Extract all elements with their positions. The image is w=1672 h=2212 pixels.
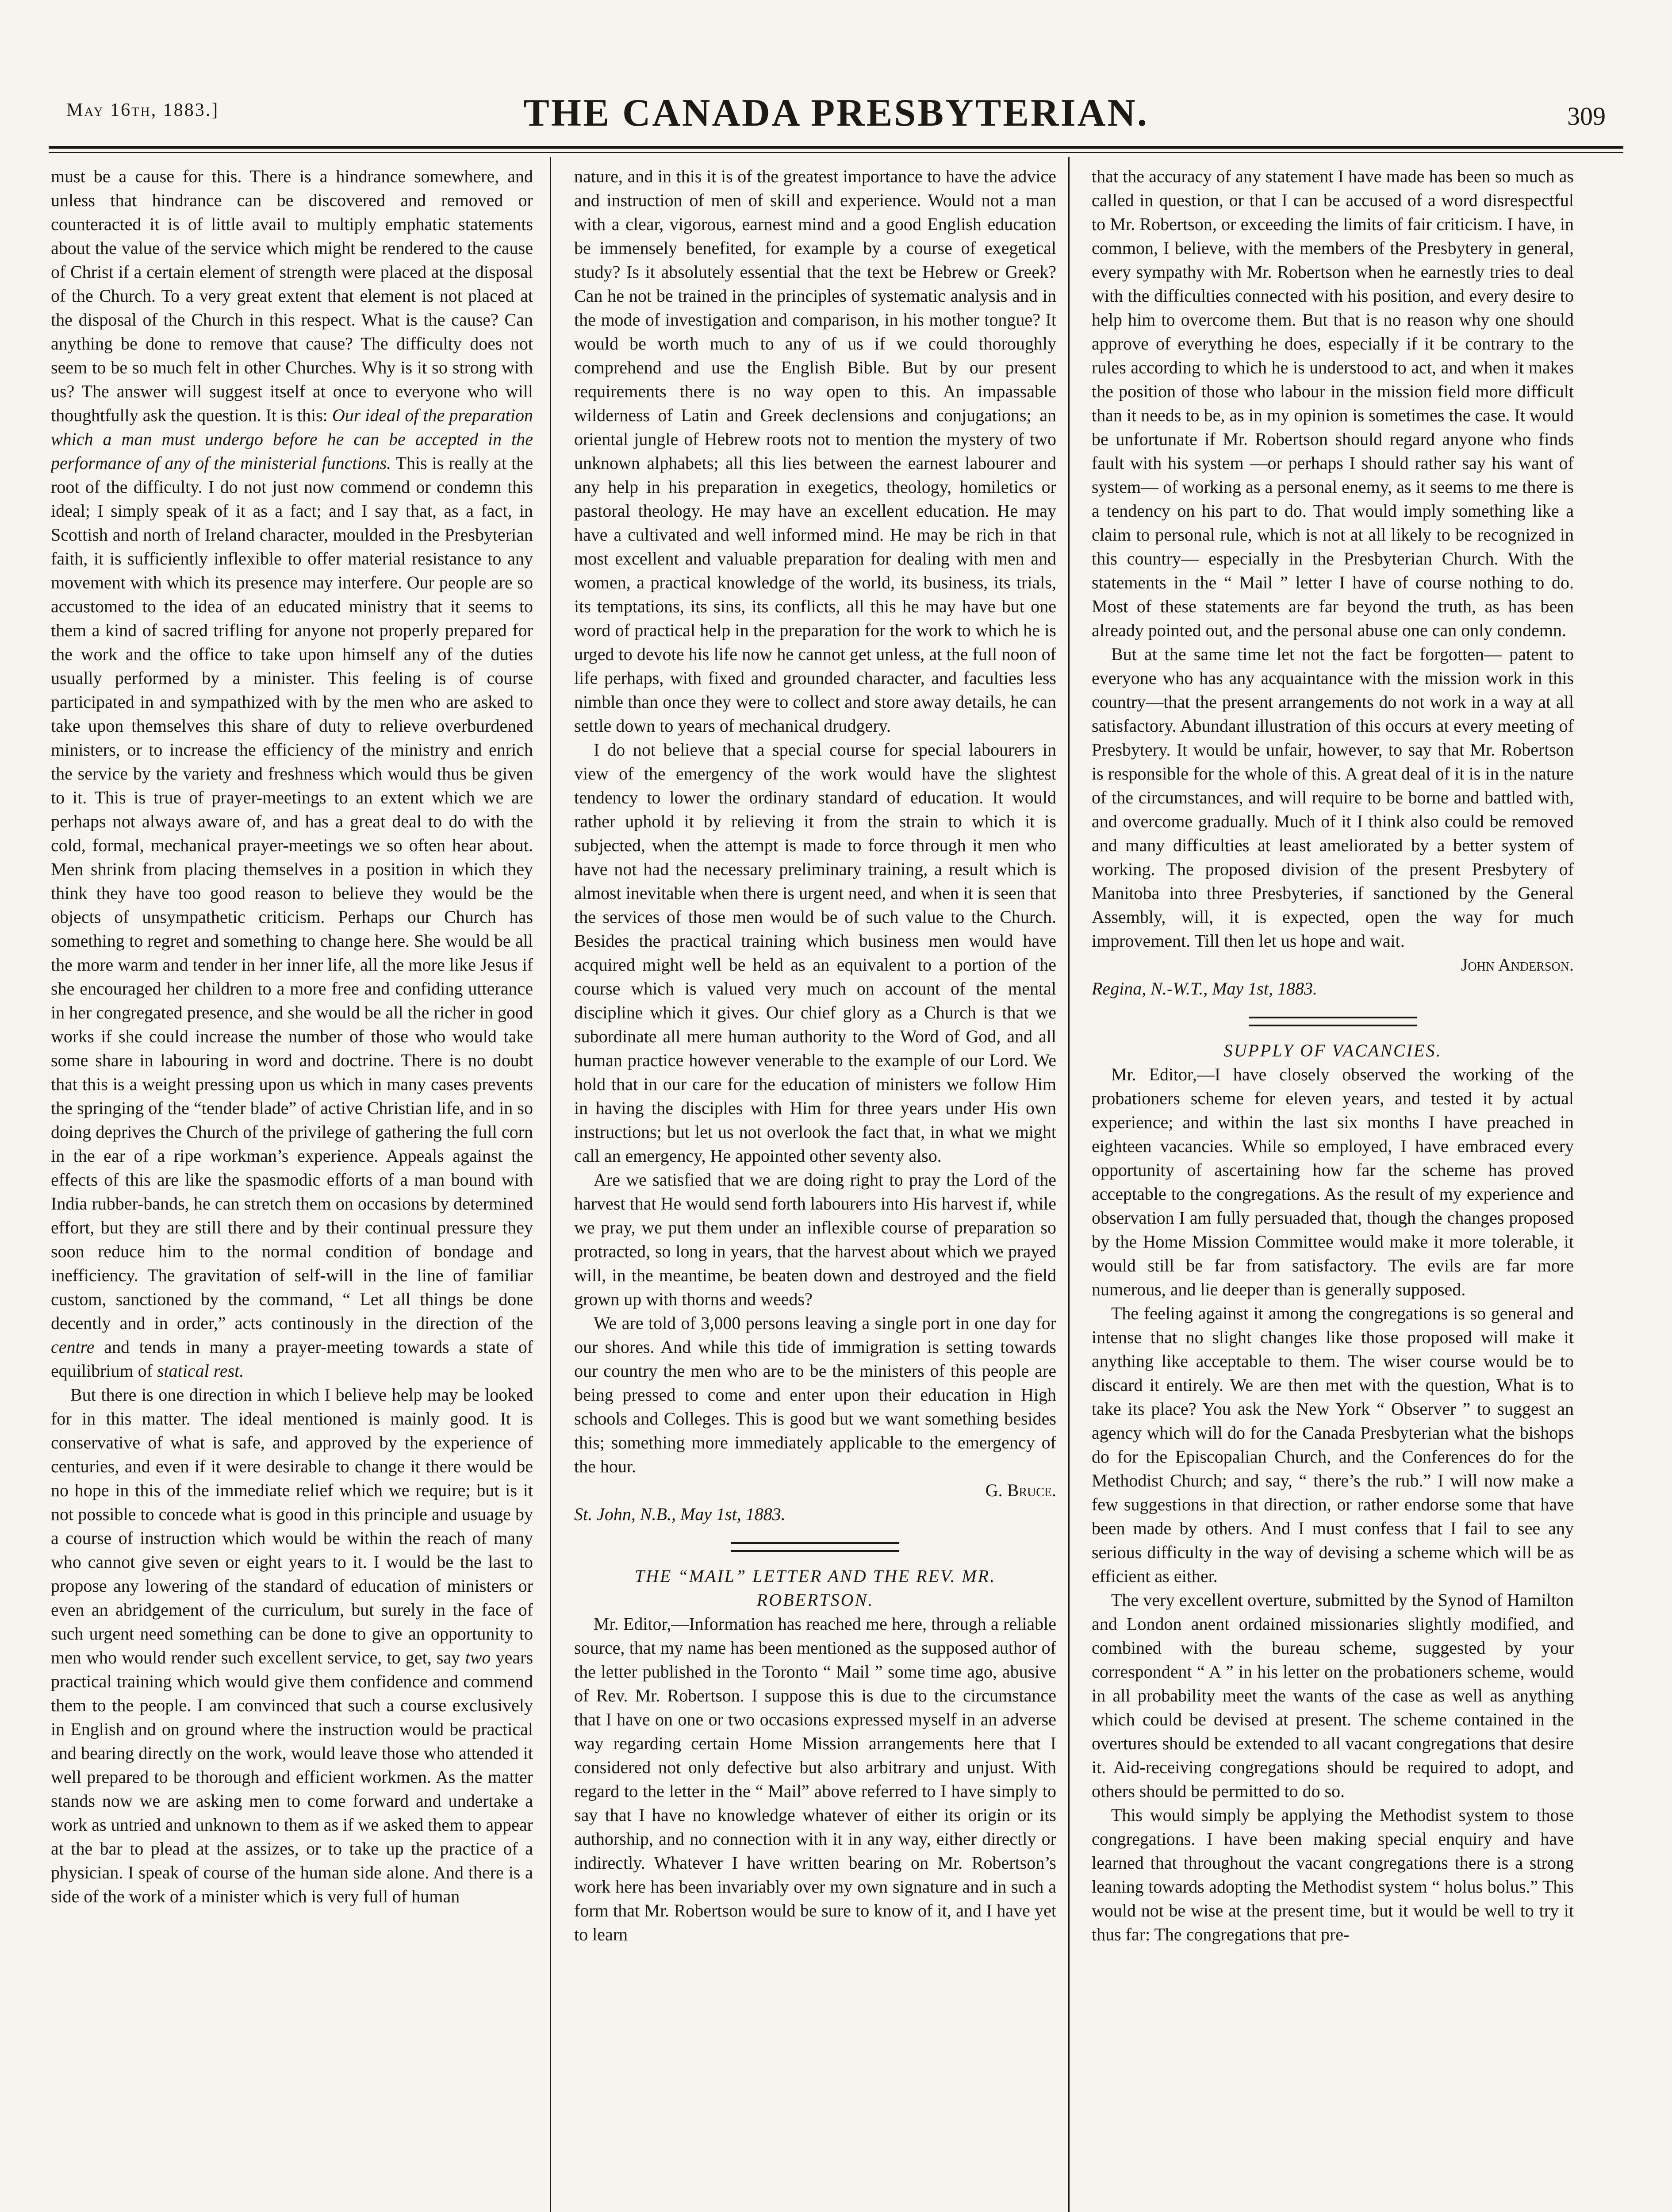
- italic-text: two: [465, 1647, 491, 1667]
- italic-text: Our ideal of the preparation which a man must undergo before he can be accepted in the performance of any of the ministerial functions.: [51, 405, 533, 473]
- paragraph: We are told of 3,000 persons leaving a single port in one day for our shores. And while this tide of immigration is setting towards our country the men who are to be the ministers of this people are being pressed to come and enter upon their education in High schools and Colleges. This is good but we want something besides this; something more immediately applicable to the emergency of the hour.: [574, 1313, 1056, 1476]
- author-signature: G. Bruce.: [985, 1480, 1056, 1500]
- paragraph: nature, and in this it is of the greatest importance to have the advice and instruction of men of skill and experience. Would not a man with a clear, vigorous, earnest mind and a good English education be immensely benefited, for example by a course of exegetical study? Is it absolutely essential that the text be Hebrew or Greek? Can he not be trained in the principles of systematic analysis and in the mode of investigation and comparison, in his mother tongue? It would be worth much to any of us if we could thoroughly comprehend and use the English Bible. But by our present requirements there is no way open to this. An impassable wilderness of Latin and Greek declensions and conjugations; an oriental jungle of Hebrew roots not to mention the mystery of two unknown alphabets; all this lies between the earnest labourer and any help in his preparation in exegetics, theology, homiletics or pastoral theology. He may have an excellent education. He may have a cultivated and well informed mind. He may be rich in that most excellent and valuable preparation for dealing with men and women, a practical knowledge of the world, its business, its trials, its temptations, its sins, its conflicts, all this he may have but one word of practical help in the preparation for the work to which he is urged to devote his life now he cannot get unless, at the full noon of life perhaps, with fixed and grounded character, and faculties less nimble than once they were to collect and store away details, he can settle down to years of mechanical drudgery.: [574, 166, 1056, 736]
- masthead-rule: [49, 146, 1623, 149]
- text-run: and tends in many a prayer-meeting towards a state of equilibrium of: [51, 1337, 533, 1381]
- paragraph: Mr. Editor,—Information has reached me here, through a reliable source, that my name has been mentioned as the supposed author of the letter published in the Toronto “ Mail ” some time ago, abusive of Rev. Mr. Robertson. I suppose this is due to the circumstance that I have on one or two occasions expressed myself in an adverse way regarding certain Home Mission arrangements here that I considered not only defective but also arbitrary and unjust. With regard to the letter in the “ Mail” above referred to I have simply to say that I have no knowledge whatever of either its origin or its authorship, and no connection with it in any way, either directly or indirectly. Whatever I have written bearing on Mr. Robertson’s work here has been invariably over my own signature and in such a form that Mr. Robertson would be sure to know of it, and I have yet to learn: [574, 1614, 1056, 1944]
- text-run: But there is one direction in which I believe help may be looked for in this matter. The ideal mentioned is mainly good. It is conservative of what is safe, and approved by the experience of centuries, and even if it were desirable to change it there would be no hope in this of the immediate relief which we require; but is it not possible to concede what is good in this principle and usuage by a course of instruction which would be within the reach of many who cannot give seven or eight years to it. I would be the last to propose any lowering of the standard of education of ministers or even an abridgement of the curriculum, but surely in the face of such urgent need something can be done to give an opportunity to men who would render such excellent service, to get, say: [51, 1385, 533, 1667]
- italic-text: statical rest.: [157, 1361, 244, 1381]
- text-run: must be a cause for this. There is a hindrance somewhere, and unless that hindrance can be discovered and removed or counteracted it is of little avail to multiply emphatic statements about the value of the service which might be rendered to the cause of Christ if a certain element of strength were placed at the disposal of the Church. To a very great extent that element is not placed at the disposal of the Church in this respect. What is the cause? Can anything be done to remove that cause? The difficulty does not seem to be so much felt in other Churches. Why is it so strong with us? The answer will suggest itself at once to everyone who will thoughtfully ask the question. It is this:: [51, 166, 533, 425]
- paragraph: Are we satisfied that we are doing right to pray the Lord of the harvest that He would send forth labourers into His harvest if, while we pray, we put them under an inflexible course of preparation so protracted, so long in years, that the harvest about which we prayed will, in the meantime, be beaten down and destroyed and the field grown up with thorns and weeds?: [574, 1170, 1056, 1309]
- column-3: [1092, 165, 1574, 2212]
- paragraph: that the accuracy of any statement I have made has been so much as called in question, or that I can be accused of a word disrespectful to Mr. Robertson, or exceeding the limits of fair criticism. I have, in common, I believe, with the members of the Presbytery in general, every sympathy with Mr. Robertson when he earnestly tries to deal with the difficulties connected with his position, and every desire to help him to overcome them. But that is no reason why one should approve of everything he does, especially if it be contrary to the rules according to which he is understood to act, and when it makes the position of those who labour in the mission field more difficult than it needs to be, as in my opinion is sometimes the case. It would be unfortunate if Mr. Robertson should regard anyone who finds fault with his system —or perhaps I should rather say his want of system— of working as a personal enemy, as it seems to me there is a tendency on his part to do. That would imply something like a claim to personal rule, which is not at all likely to be recognized in this country— especially in the Presbyterian Church. With the statements in the “ Mail ” letter I have of course nothing to do. Most of these statements are far beyond the truth, as has been already pointed out, and the personal abuse one can only condemn.: [1092, 166, 1574, 640]
- column-2: [574, 165, 1056, 2212]
- newspaper-title: THE CANADA PRESBYTERIAN.: [523, 92, 1149, 134]
- column-1: [51, 165, 533, 2212]
- masthead: [66, 91, 1606, 139]
- masthead-rule-thin: [49, 152, 1623, 153]
- column-divider: [550, 157, 551, 2212]
- section-rule: [1249, 1017, 1417, 1026]
- paragraph: The very excellent overture, submitted by the Synod of Hamilton and London anent ordained missionaries slightly modified, and combined with the bureau scheme, suggested by your correspondent “ A ” in his letter on the probationers scheme, would in all probability meet the wants of the case as well as anything which could be devised at present. The scheme contained in the overtures should be extended to all vacant congregations that desire it. Aid-receiving congregations should be required to adopt, and others should be permitted to do so.: [1092, 1590, 1574, 1801]
- article-heading: SUPPLY OF VACANCIES.: [1223, 1041, 1442, 1060]
- issue-date: May 16th, 1883.]: [66, 100, 219, 120]
- section-rule: [731, 1542, 899, 1552]
- paragraph: But at the same time let not the fact be forgotten— patent to everyone who has any acquaintance with the mission work in this country—that the present arrangements do not work in a way at all satisfactory. Abundant illustration of this occurs at every meeting of Presbytery. It would be unfair, however, to say that Mr. Robertson is responsible for the whole of this. A great deal of it is in the nature of the circumstances, and will require to be borne and battled with, and overcome gradually. Much of it I think also could be removed and many difficulties at least ameliorated by a better system of working. The proposed division of the present Presbytery of Manitoba into three Presbyteries, if sanctioned by the General Assembly, will, it is expected, open the way for much improvement. Till then let us hope and wait.: [1092, 644, 1574, 951]
- paragraph: I do not believe that a special course for special labourers in view of the emergency of the work would have the slightest tendency to lower the ordinary standard of education. It would rather uphold it by relieving it from the strain to which it is subjected, when the attempt is made to force through it men who have not had the necessary preliminary training, a result which is almost inevitable when there is urgent need, and when it is seen that the services of those men would be of such value to the Church. Besides the practical training which business men would have acquired might well be held as an equivalent to a portion of the course which is valued very much on account of the mental discipline which it gives. Our chief glory as a Church is that we subordinate all mere human authority to the Word of God, and all human practice however venerable to the example of our Lord. We hold that in our care for the education of ministers we follow Him in having the disciples with Him for three years under His own instructions; but let us not overlook the fact that, in what we might call an emergency, He appointed other seventy also.: [574, 740, 1056, 1166]
- text-run: years practical training which would give them confidence and commend them to the people. I am convinced that such a course exclusively in English and on ground where the instruction would be practical and bearing directly on the work, would leave those who attended it well prepared to be thorough and efficient workmen. As the matter stands now we are asking men to come forward and undertake a work as untried and unknown to them as if we asked them to appear at the bar to plead at the assizes, or to take up the practice of a physician. I speak of course of the human side alone. And there is a side of the work of a minister which is very full of human: [51, 1647, 533, 1906]
- article-heading: THE “MAIL” LETTER AND THE REV. MR. ROBERTSON.: [634, 1566, 996, 1610]
- paragraph: [51, 165, 533, 1383]
- author-signature: John Anderson.: [1461, 955, 1574, 975]
- dateline: Regina, N.-W.T., May 1st, 1883.: [1092, 979, 1317, 998]
- text-run: This is really at the root of the difficulty. I do not just now commend or condemn this ideal; I simply speak of it as a fact; and I say that, as a fact, in Scottish and north of Ireland character, moulded in the Presbyterian faith, it is sufficiently inflexible to offer material resistance to any movement with which its presence may interfere. Our people are so accustomed to the idea of an educated ministry that it seems to them a kind of sacred trifling for anyone not properly prepared for the work and the office to take upon himself any of the duties usually performed by a minister. This feeling is of course participated in and sympathized with by the men who are asked to take upon themselves this share of duty to relieve overburdened ministers, or to increase the efficiency of the ministry and enrich the service by the variety and freshness which would thus be given to it. This is true of prayer-meetings to an extent which we are perhaps not always aware of, and has a great deal to do with the cold, formal, mechanical prayer-meetings we so often hear about. Men shrink from placing themselves in a position in which they think they have too good reason to believe they would be the objects of unsympathetic criticism. Perhaps our Church has something to regret and something to change here. She would be all the more warm and tender in her inner life, all the more like Jesus if she encouraged her children to a more free and confiding utterance in her congregated presence, and she would be all the richer in good works if she could increase the number of those who would take some share in labouring in word and doctrine. There is no doubt that this is a weight pressing upon us which in many cases prevents the springing of the “tender blade” of active Christian life, and in so doing deprives the Church of the privilege of gathering the full corn in the ear of a ripe workman’s experience. Appeals against the effects of this are like the spasmodic efforts of a man bound with India rubber-bands, he can stretch them on occasions by determined effort, but they are still there and by their continual pressure they soon reduce him to the normal condition of bondage and inefficiency. The gravitation of self-will in the line of familiar custom, sanctioned by the command, “ Let all things be done decently and in order,” acts continously in the direction of the: [51, 453, 533, 1333]
- dateline: St. John, N.B., May 1st, 1883.: [574, 1504, 786, 1524]
- italic-text: centre: [51, 1337, 95, 1357]
- paragraph: The feeling against it among the congregations is so general and intense that no slight changes like those proposed will make it anything like acceptable to them. The wiser course would be to discard it entirely. We are then met with the question, What is to take its place? You ask the New York “ Observer ” to suggest an agency which will do for the Canada Presbyterian what the bishops do for the Episcopalian Church, and the Conferences do for the Methodist Church; and say, “ there’s the rub.” I will now make a few suggestions in that direction, or rather endorse some that have been made by others. And I must confess that I fail to see any serious difficulty in the way of devising a scheme which will be as efficient as either.: [1092, 1303, 1574, 1586]
- column-divider: [1068, 157, 1070, 2212]
- paragraph: [51, 1383, 533, 1909]
- page-number: 309: [1567, 102, 1606, 131]
- paragraph: Mr. Editor,—I have closely observed the working of the probationers scheme for eleven years, and tested it by actual experience; and within the last six months I have preached in eighteen vacancies. While so employed, I have embraced every opportunity of ascertaining how far the scheme has proved acceptable to the congregations. As the result of my experience and observation I am fully persuaded that, though the changes proposed by the Home Mission Committee would make it more tolerable, it would still be far from satisfactory. The evils are far more numerous, and lie deeper than is generally supposed.: [1092, 1064, 1574, 1299]
- paragraph: This would simply be applying the Methodist system to those congregations. I have been making special enquiry and have learned that throughout the vacant congregations there is a strong leaning towards adopting the Methodist system “ holus bolus.” This would not be wise at the present time, but it would be well to try it thus far: The congregations that pre-: [1092, 1805, 1574, 1944]
